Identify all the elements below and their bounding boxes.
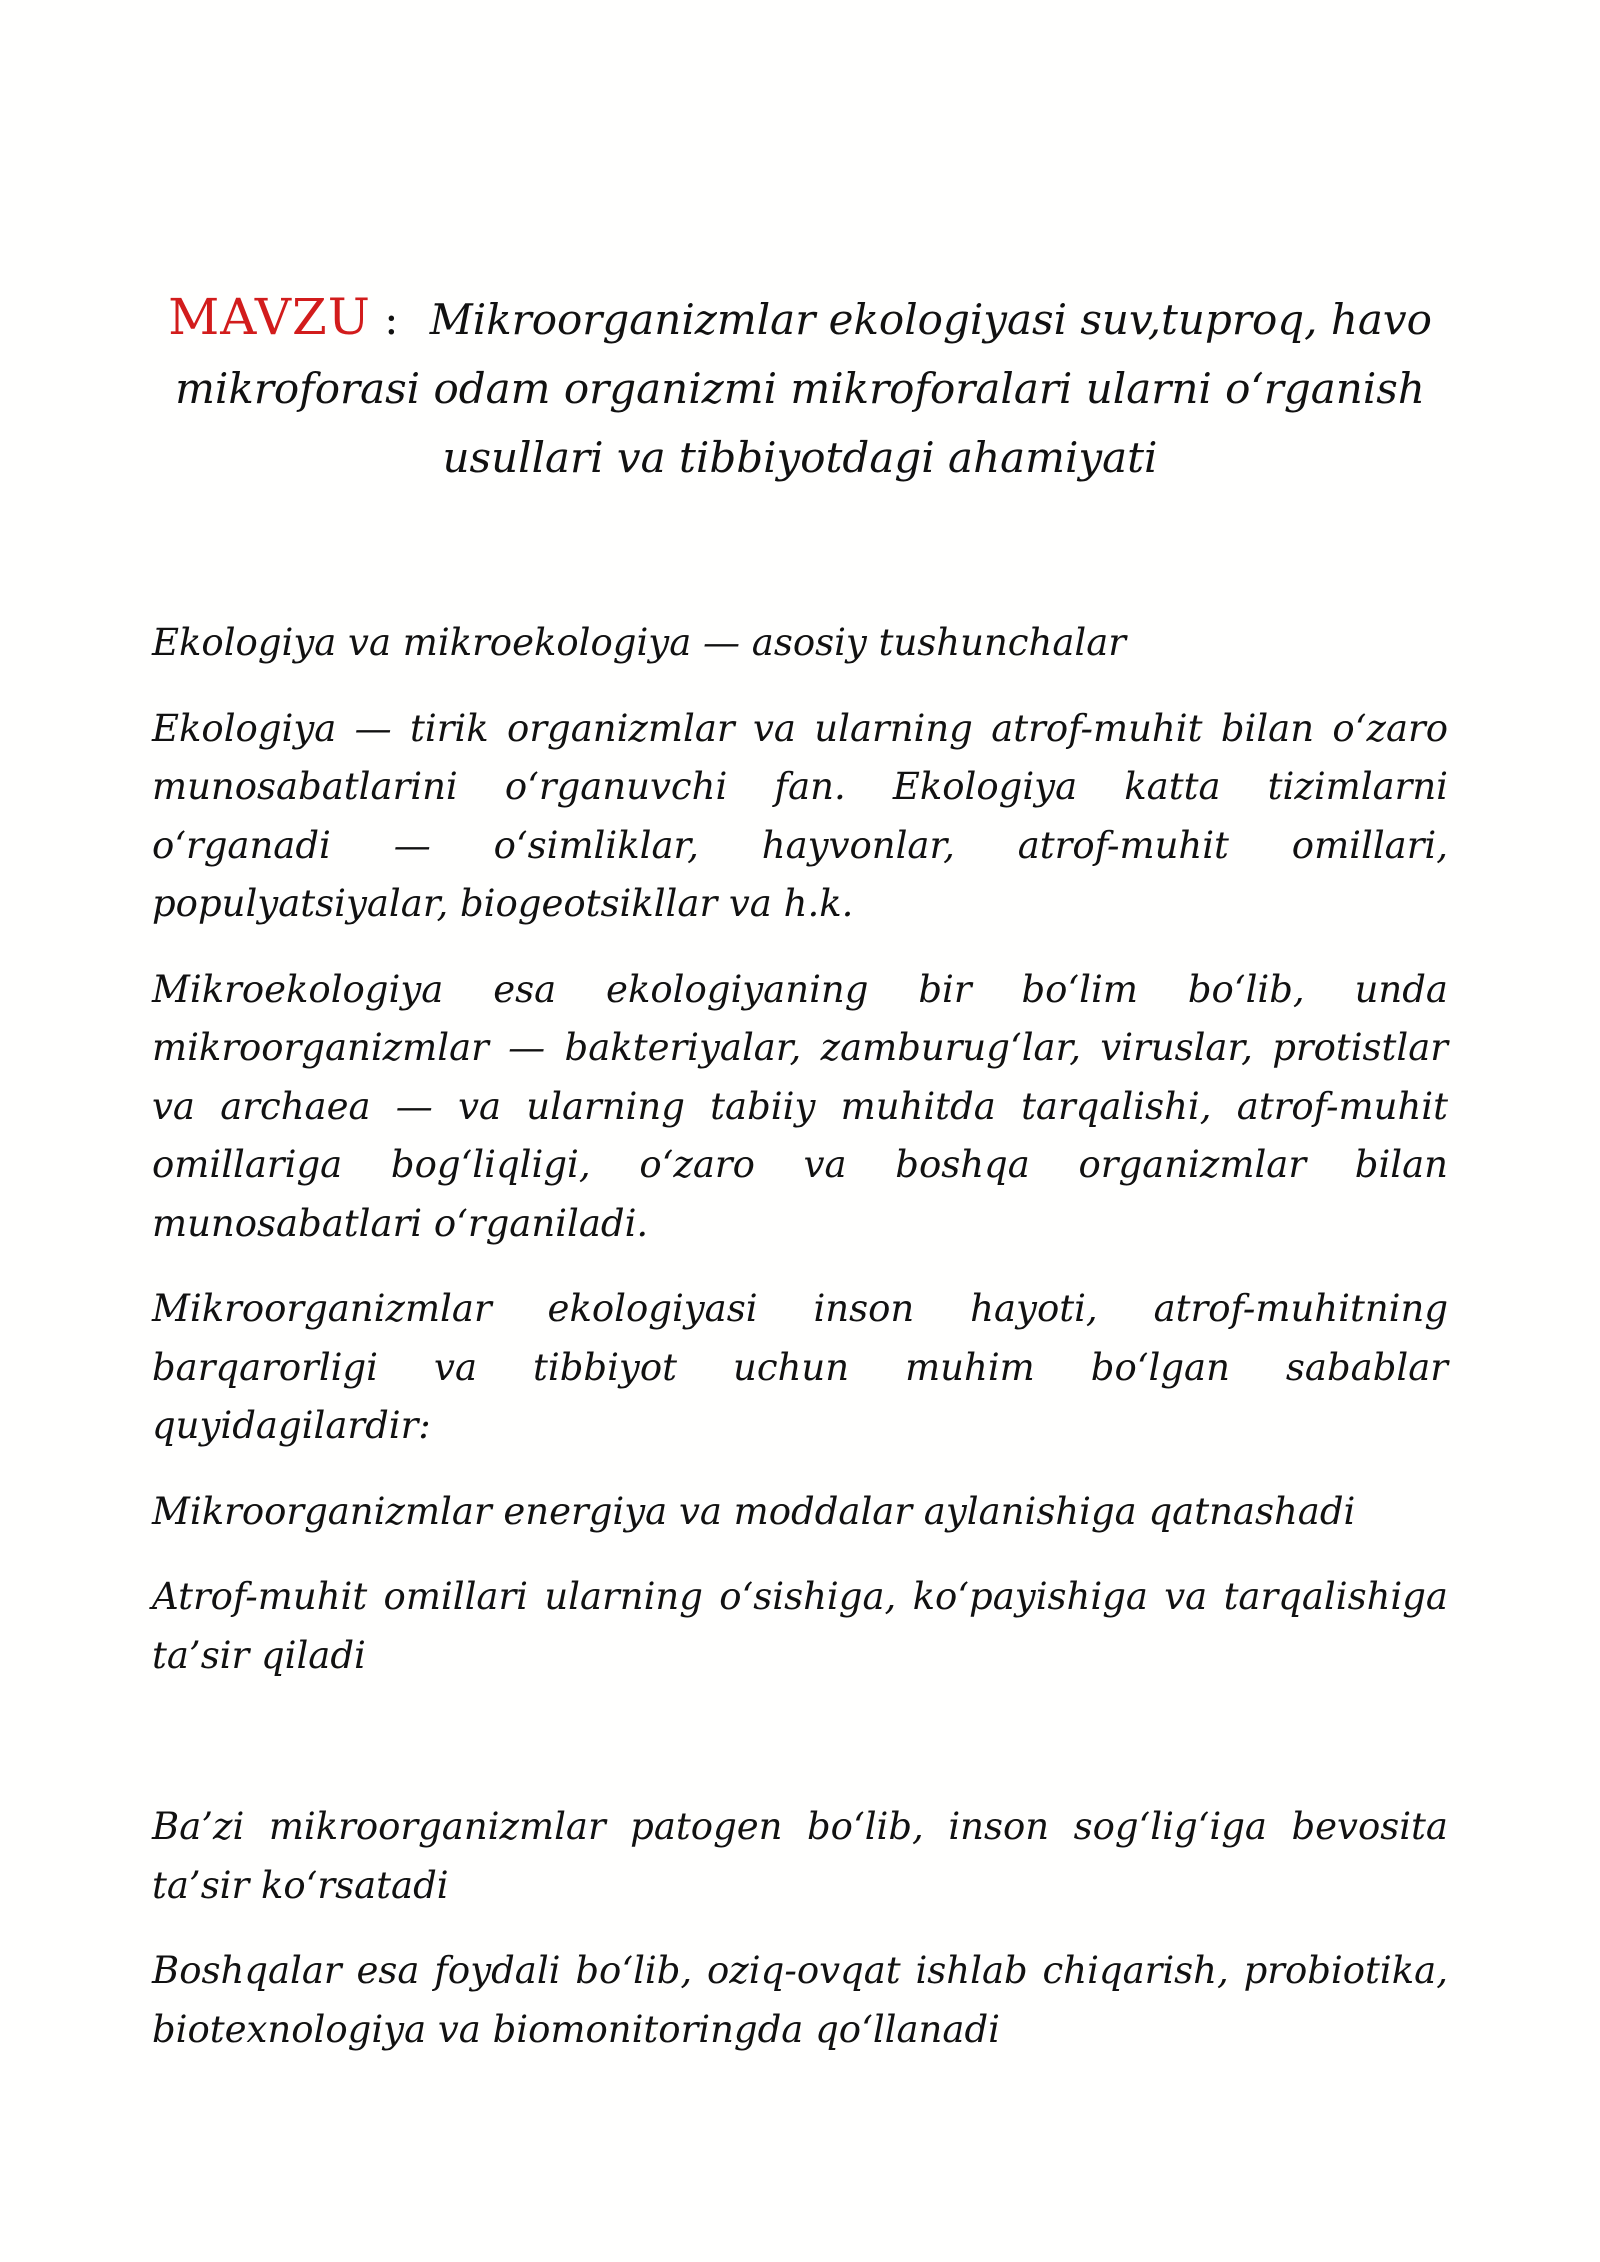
paragraph-beneficial: Boshqalar esa foydali bo‘lib, oziq-ovqat ishlab chiqarish, probiotika, biotexnologiya va biomonitoringda qo‘llanadi [152, 1949, 1448, 2051]
paragraph-pathogens: Ba’zi mikroorganizmlar patogen bo‘lib, inson sog‘lig‘iga bevosita ta’sir ko‘rsatadi [152, 1805, 1448, 1907]
title-label: MAVZU [168, 288, 371, 346]
section-heading: Ekologiya va mikroekologiya — asosiy tushunchalar [152, 621, 1126, 664]
paragraph-environment-factors: Atrof-muhit omillari ularning o‘sishiga, ko‘payishiga va tarqalishiga ta’sir qiladi [152, 1575, 1448, 1677]
paragraph-ecology-definition: Ekologiya — tirik organizmlar va ularning atrof-muhit bilan o‘zaro munosabatlarini o‘rganuvchi fan. Ekologiya katta tizimlarni o‘rganadi — o‘simliklar, hayvonlar, atrof-muhit omillari, populyatsiyalar, biogeotsikllar va h.k. [152, 706, 1448, 925]
title-separator: : [384, 295, 399, 344]
paragraph-importance-intro: Mikroorganizmlar ekologiyasi inson hayoti, atrof-muhitning barqarorligi va tibbiyot uchun muhim bo‘lgan sabablar quyidagilardir: [152, 1287, 1448, 1447]
paragraph-energy-cycle: Mikroorganizmlar energiya va moddalar aylanishiga qatnashadi [152, 1489, 1356, 1533]
paragraph-microecology-definition: Mikroekologiya esa ekologiyaning bir bo‘lim bo‘lib, unda mikroorganizmlar — bakteriyalar, zamburug‘lar, viruslar, protistlar va archaea — va ularning tabiiy muhitda tarqalishi, atrof-muhit omillariga bog‘liqligi, o‘zaro va boshqa organizmlar bilan munosabatlari o‘rganiladi. [152, 967, 1448, 1245]
title-text: Mikroorganizmlar ekologiyasi suv,tuproq, havo mikroforasi odam organizmi mikroforalari ularni o‘rganish usullari va tibbiyotdagi ahamiyati [175, 295, 1432, 482]
document-title [152, 283, 1448, 492]
document-body [152, 614, 1448, 2059]
